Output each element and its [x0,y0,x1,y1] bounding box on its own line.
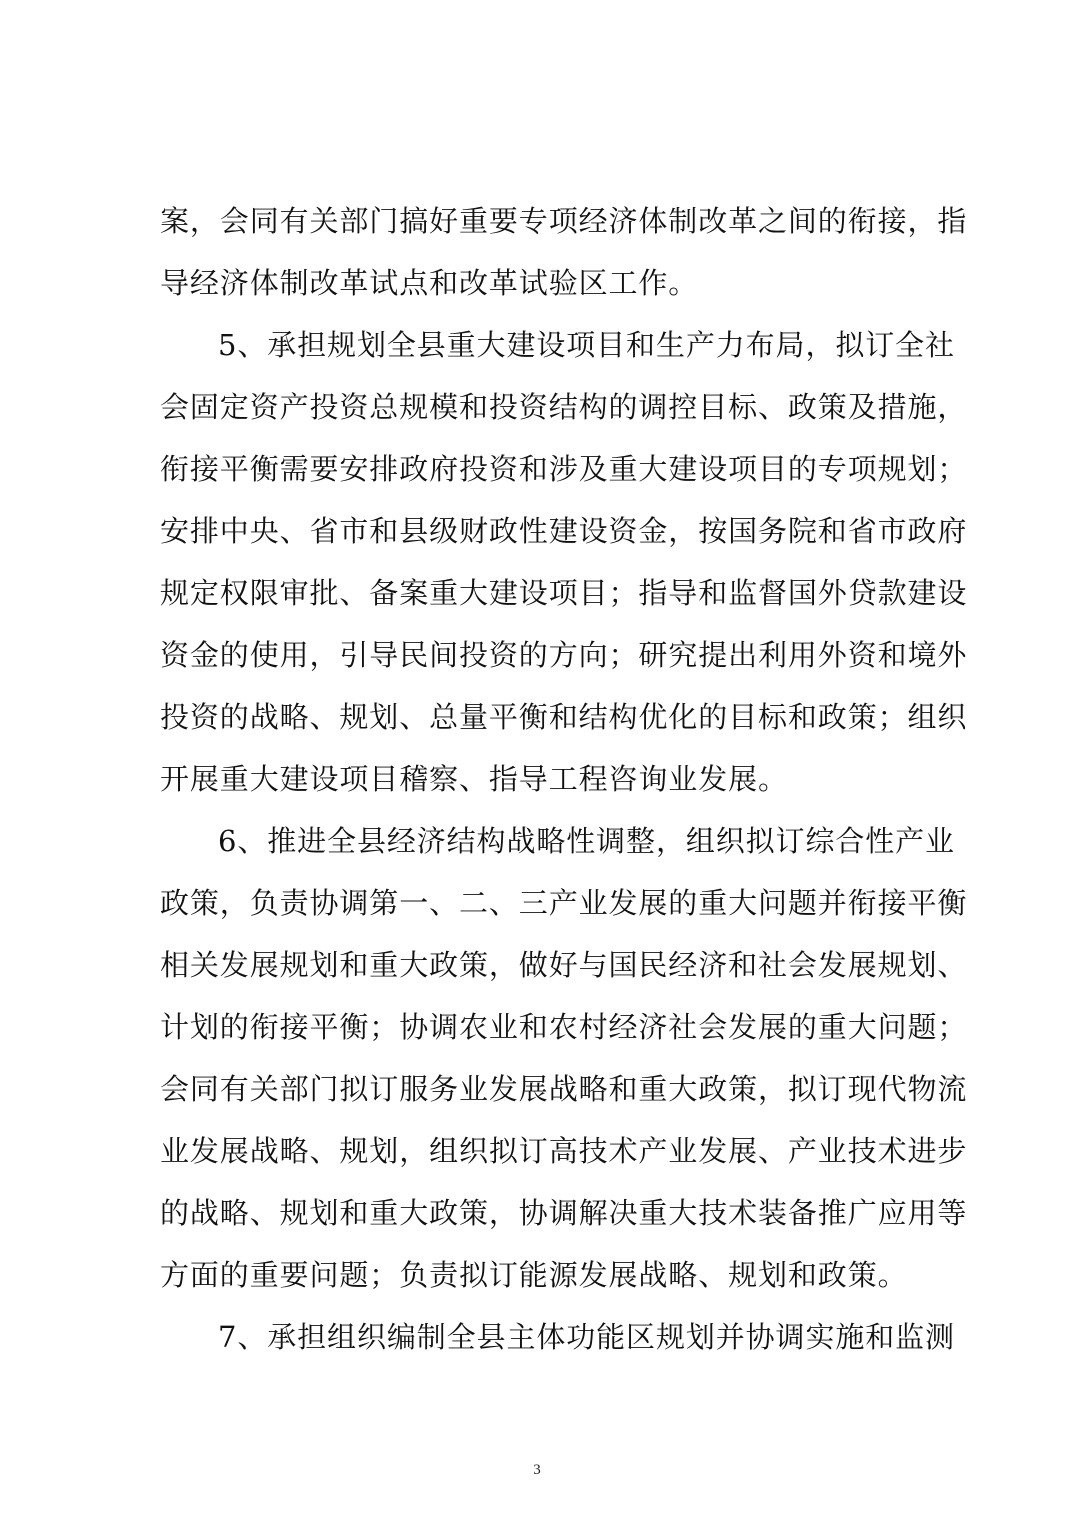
page-number: 3 [533,1462,541,1478]
text-line: 会固定资产投资总规模和投资结构的调控目标、政策及措施， [160,390,968,424]
text-line: 安排中央、省市和县级财政性建设资金，按国务院和省市政府 [160,514,968,548]
text-line: 案，会同有关部门搞好重要专项经济体制改革之间的衔接，指 [160,204,968,238]
text-line: 导经济体制改革试点和改革试验区工作。 [160,266,699,300]
text-line: 投资的战略、规划、总量平衡和结构优化的目标和政策；组织 [160,700,968,734]
paragraph-6-first-line: 6、推进全县经济结构战略性调整，组织拟订综合性产业 [218,824,955,858]
text-line: 业发展战略、规划，组织拟订高技术产业发展、产业技术进步 [160,1134,968,1168]
paragraph-7-first-line: 7、承担组织编制全县主体功能区规划并协调实施和监测 [218,1320,955,1354]
text-line: 开展重大建设项目稽察、指导工程咨询业发展。 [160,762,788,796]
body-text [160,190,968,1368]
text-line: 方面的重要问题；负责拟订能源发展战略、规划和政策。 [160,1258,908,1292]
text-line: 衔接平衡需要安排政府投资和涉及重大建设项目的专项规划； [160,452,968,486]
text-line: 的战略、规划和重大政策，协调解决重大技术装备推广应用等 [160,1196,968,1230]
text-line: 会同有关部门拟订服务业发展战略和重大政策，拟订现代物流 [160,1072,968,1106]
paragraph-5-first-line: 5、承担规划全县重大建设项目和生产力布局，拟订全社 [218,328,955,362]
text-line: 资金的使用，引导民间投资的方向；研究提出利用外资和境外 [160,638,968,672]
text-line: 相关发展规划和重大政策，做好与国民经济和社会发展规划、 [160,948,968,982]
text-line: 规定权限审批、备案重大建设项目；指导和监督国外贷款建设 [160,576,968,610]
text-line: 政策，负责协调第一、二、三产业发展的重大问题并衔接平衡 [160,886,968,920]
text-line: 计划的衔接平衡；协调农业和农村经济社会发展的重大问题； [160,1010,968,1044]
